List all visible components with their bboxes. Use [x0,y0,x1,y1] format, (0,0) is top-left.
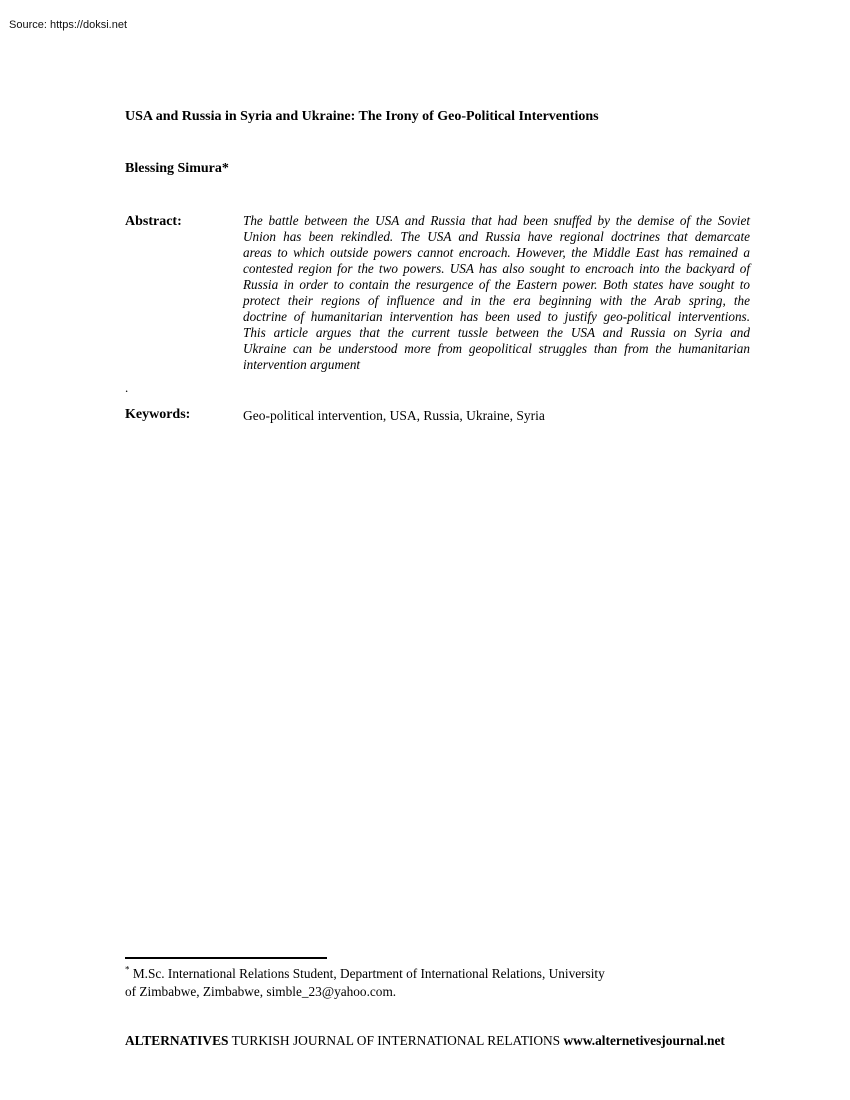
footer-journal-subtitle: TURKISH JOURNAL OF INTERNATIONAL RELATIONS [231,1033,561,1048]
abstract-line: Russia in order to contain the resurgence of the Eastern power. Both states have sought to [243,277,750,292]
abstract-line: The battle between the USA and Russia that had been snuffed by the demise of the Soviet [243,213,750,228]
paper-title: USA and Russia in Syria and Ukraine: The Irony of Geo-Political Interventions [125,109,599,124]
abstract-line: intervention argument [243,357,361,372]
footnote-text-2: of Zimbabwe, Zimbabwe, simble_23@yahoo.com. [125,983,397,999]
footnote-line-1 [125,965,630,983]
abstract-line: doctrine of humanitarian intervention has been used to justify geo-political interventions. [243,309,750,324]
footnote-text-1: M.Sc. International Relations Student, Department of International Relations, University [132,966,605,981]
footer-journal-name: ALTERNATIVES [125,1033,229,1048]
keywords-label: Keywords: [125,407,191,422]
footnote-divider [125,957,327,959]
abstract-line: protect their regions of influence and in the era beginning with the Arab spring, the [243,293,750,308]
footnote-line-2 [125,983,630,1001]
abstract-line: Ukraine can be understood more from geopolitical struggles than from the humanitarian [243,341,750,356]
abstract-line: This article argues that the current tussle between the USA and Russia on Syria and [243,325,750,340]
footnote-marker: * [125,964,130,975]
abstract-text [243,213,750,373]
source-url-label: Source: https://doksi.net [9,19,128,31]
stray-period: . [125,380,129,395]
keywords-text: Geo-political intervention, USA, Russia, Ukraine, Syria [243,408,545,423]
footer-website: www.alternetivesjournal.net [563,1033,725,1048]
abstract-line: contested region for the two powers. USA has also sought to encroach into the backyard of [243,261,750,276]
abstract-line: areas to which outside powers cannot encroach. However, the Middle East has remained a [243,245,750,260]
abstract-line: Union has been rekindled. The USA and Russia have regional doctrines that demarcate [243,229,750,244]
footnote [125,965,630,1000]
abstract-label: Abstract: [125,214,182,229]
author-name: Blessing Simura* [125,161,229,176]
journal-footer [125,1033,725,1049]
